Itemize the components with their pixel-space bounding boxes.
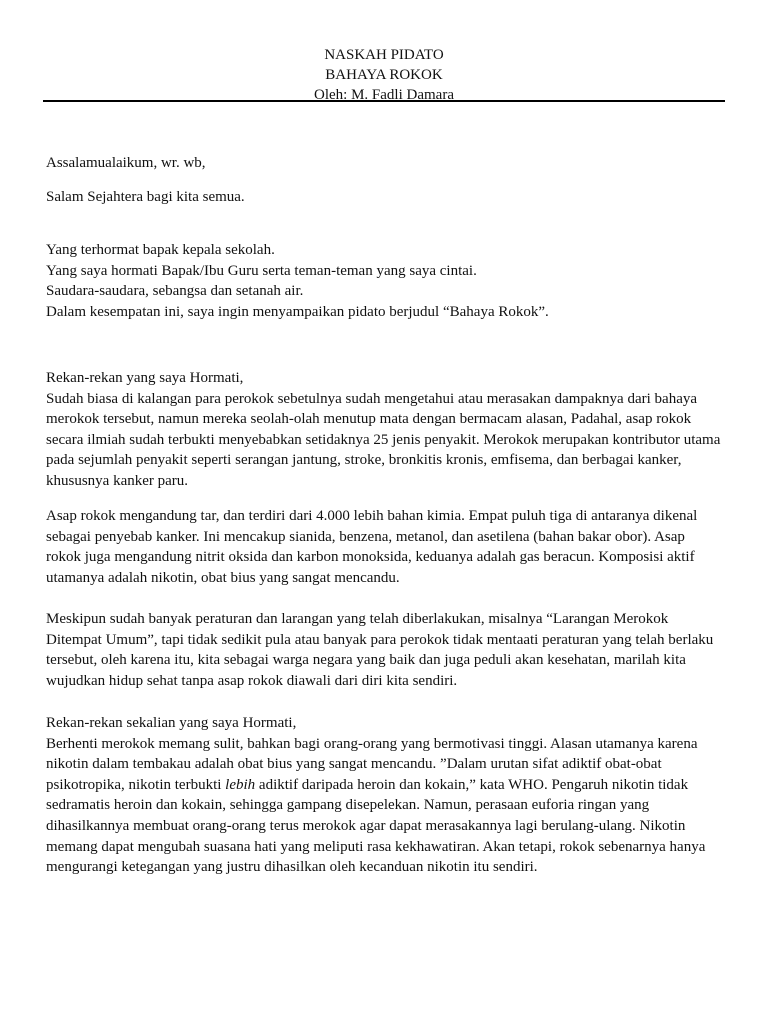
section4-address: Rekan-rekan sekalian yang saya Hormati, xyxy=(46,715,297,731)
honorific-line: Yang terhormat bapak kepala sekolah. xyxy=(46,242,275,258)
section4-line3-emphasis: lebih xyxy=(225,776,256,793)
section4-line: nikotin dalam tembakau adalah obat bius yang sangat mencandu. ”Dalam urutan sifat adiktif obat-obat xyxy=(46,756,662,773)
honorific-line: Saudara-saudara, sebangsa dan setanah air. xyxy=(46,283,304,300)
header-author: Oleh: M. Fadli Damara xyxy=(314,87,454,103)
header-divider xyxy=(43,100,725,102)
section2-line: rokok juga mengandung nitrit oksida dan karbon monoksida, keduanya adalah gas beracun. Komposisi aktif xyxy=(46,549,695,566)
section1-address: Rekan-rekan yang saya Hormati, xyxy=(46,370,244,386)
header-title-line2: BAHAYA ROKOK xyxy=(325,67,443,83)
section4-line3-pre: psikotropika, nikotin terbukti xyxy=(46,776,226,793)
section2-line: utamanya adalah nikotin, obat bius yang sangat mencandu. xyxy=(46,569,400,586)
section2-block xyxy=(46,506,726,588)
section2-line: Asap rokok mengandung tar, dan terdiri dari 4.000 lebih bahan kimia. Empat puluh tiga di antaranya dikenal xyxy=(46,508,698,524)
section1-line: Sudah biasa di kalangan para perokok sebetulnya sudah mengetahui atau merasakan dampaknya dari bahaya xyxy=(46,390,698,407)
section4-line: sedramatis heroin dan kokain, sehingga gampang disepelekan. Namun, perasaan euforia ringan yang xyxy=(46,797,650,814)
section4-line3-post: adiktif daripada heroin dan kokain,” kata WHO. Pengaruh nikotin tidak xyxy=(255,776,689,793)
greeting-salam2-text: Salam Sejahtera bagi kita semua. xyxy=(46,189,245,205)
document-header xyxy=(0,45,768,105)
greeting-salam2 xyxy=(46,187,726,208)
greeting-salam xyxy=(46,153,726,174)
section1-line: khususnya kanker paru. xyxy=(46,472,189,489)
section1-block xyxy=(46,368,726,492)
section3-line: Meskipun sudah banyak peraturan dan larangan yang telah diberlakukan, misalnya “Larangan Merokok xyxy=(46,611,669,627)
honorific-line: Dalam kesempatan ini, saya ingin menyampaikan pidato berjudul “Bahaya Rokok”. xyxy=(46,303,549,320)
section4-line xyxy=(46,775,726,796)
section3-line: Ditempat Umum”, tapi tidak sedikit pula atau banyak para perokok tidak mentaati peraturan yang telah berlaku xyxy=(46,631,714,648)
section1-line: pada sejumlah penyakit seperti serangan jantung, stroke, bronkitis kronis, emfisema, dan berbagai kanker, xyxy=(46,452,682,469)
section4-block xyxy=(46,713,726,878)
honorifics-block xyxy=(46,240,726,322)
section2-line: sebagai penyebab kanker. Ini mencakup sianida, benzena, metanol, dan asetilena (bahan bakar obor). Asap xyxy=(46,528,685,545)
section3-block xyxy=(46,609,726,691)
section1-line: merokok tersebut, namun mereka seolah-olah menutup mata dengan bermacam alasan, Padahal, asap rokok xyxy=(46,411,692,428)
section4-line: dihasilkannya membuat orang-orang terus merokok agar dapat merasakannya lagi berulang-ulang. Nikotin xyxy=(46,817,686,834)
section1-line: secara ilmiah sudah terbukti menyebabkan setidaknya 25 jenis penyakit. Merokok merupakan kontributor utama xyxy=(46,431,721,448)
section4-line: memang dapat mengubah suasana hati yang meliputi rasa kekhawatiran. Akan tetapi, rokok sebenarnya hanya xyxy=(46,838,706,855)
honorific-line: Yang saya hormati Bapak/Ibu Guru serta teman-teman yang saya cintai. xyxy=(46,262,477,279)
header-title-line1: NASKAH PIDATO xyxy=(324,47,444,63)
greeting-salam-text: Assalamualaikum, wr. wb, xyxy=(46,155,206,171)
section4-line: Berhenti merokok memang sulit, bahkan bagi orang-orang yang bermotivasi tinggi. Alasan utamanya karena xyxy=(46,735,698,752)
section4-line: mengurangi ketegangan yang justru dihasilkan oleh kecanduan nikotin itu sendiri. xyxy=(46,859,538,876)
section3-line: tersebut, oleh karena itu, kita sebagai warga negara yang baik dan juga peduli akan kesehatan, marilah kita xyxy=(46,652,686,669)
section3-line: wujudkan hidup sehat tanpa asap rokok diawali dari diri kita sendiri. xyxy=(46,672,458,689)
